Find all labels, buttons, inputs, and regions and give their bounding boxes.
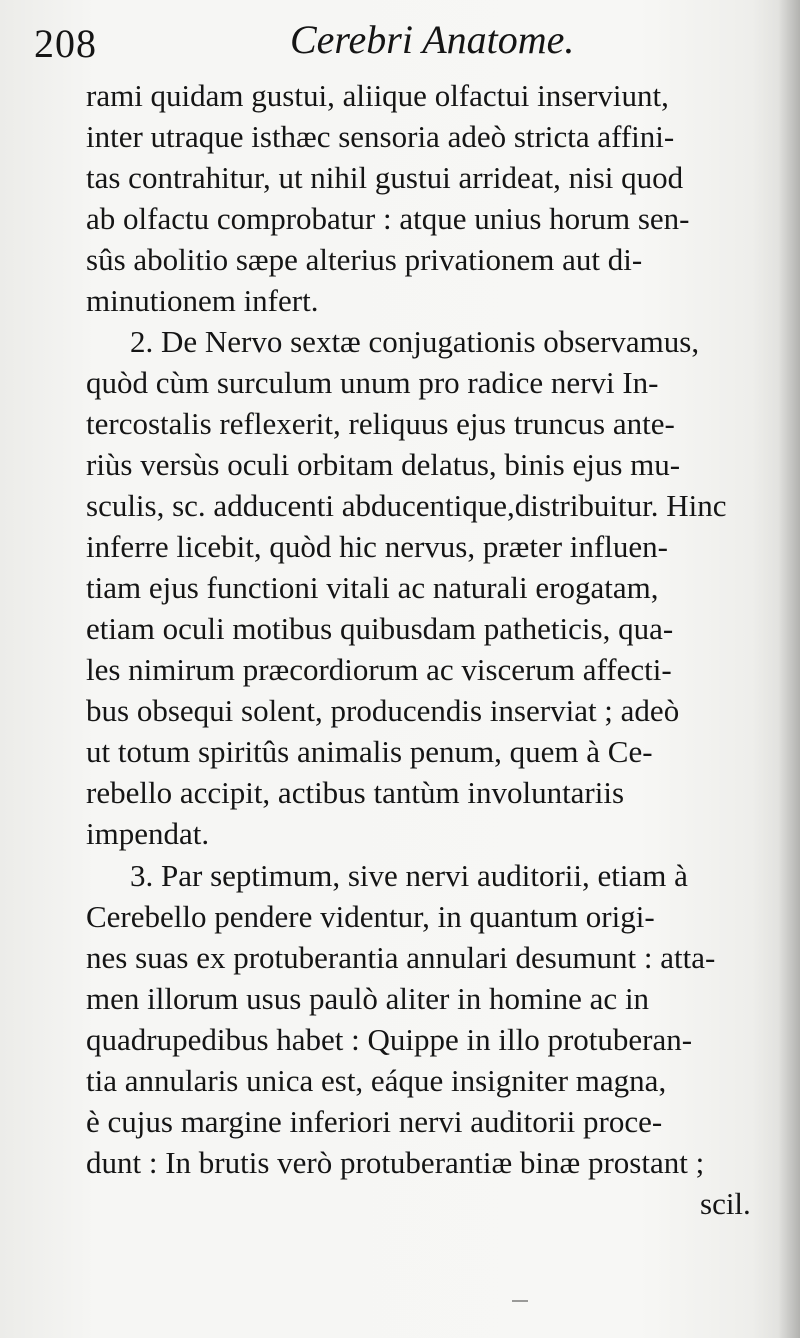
text-line: 2. De Nervo sextæ conjugationis observamus, — [130, 324, 700, 359]
catchword: scil. — [700, 1186, 751, 1221]
text-line: nes suas ex protuberantia annulari desumunt : atta- — [86, 940, 716, 975]
text-line: bus obsequi solent, producendis inserviat ; adeò — [86, 693, 680, 728]
text-line: men illorum usus paulò aliter in homine ac in — [86, 981, 650, 1016]
text-line: quadrupedibus habet : Quippe in illo protuberan- — [86, 1022, 693, 1057]
text-line: Cerebello pendere videntur, in quantum origi- — [86, 899, 655, 934]
text-line: sculis, sc. adducenti abducentique,distribuitur. Hinc — [86, 488, 727, 523]
text-line: riùs versùs oculi orbitam delatus, binis ejus mu- — [86, 447, 681, 482]
text-line: sûs abolitio sæpe alterius privationem aut di- — [86, 242, 643, 277]
text-line: etiam oculi motibus quibusdam patheticis, qua- — [86, 611, 674, 646]
page-edge-shadow — [778, 0, 800, 1338]
text-line: tas contrahitur, ut nihil gustui arrideat, nisi quod — [86, 160, 684, 195]
bottom-dash — [512, 1300, 528, 1302]
text-line: inferre licebit, quòd hic nervus, præter influen- — [86, 529, 668, 564]
text-line: minutionem infert. — [86, 283, 319, 318]
text-line: ut totum spiritûs animalis penum, quem à Ce- — [86, 734, 653, 769]
page-number: 208 — [34, 21, 97, 66]
text-line: tercostalis reflexerit, reliquus ejus truncus ante- — [86, 406, 675, 441]
text-line: tiam ejus functioni vitali ac naturali erogatam, — [86, 570, 659, 605]
text-line: rebello accipit, actibus tantùm involuntariis — [86, 775, 625, 810]
text-line: quòd cùm surculum unum pro radice nervi In- — [86, 365, 659, 400]
text-line: tia annularis unica est, eáque insigniter magna, — [86, 1063, 667, 1098]
text-line: inter utraque isthæc sensoria adeò stricta affini- — [86, 119, 675, 154]
text-line: è cujus margine inferiori nervi auditorii proce- — [86, 1104, 663, 1139]
running-title: Cerebri Anatome. — [290, 17, 575, 62]
text-line: ab olfactu comprobatur : atque unius horum sen- — [86, 201, 690, 236]
text-line: dunt : In brutis verò protuberantiæ binæ prostant ; — [86, 1145, 705, 1180]
text-line: 3. Par septimum, sive nervi auditorii, etiam à — [130, 858, 688, 893]
text-line: impendat. — [86, 816, 210, 851]
text-line: rami quidam gustui, aliique olfactui inserviunt, — [86, 78, 669, 113]
text-line: les nimirum præcordiorum ac viscerum affecti- — [86, 652, 672, 687]
